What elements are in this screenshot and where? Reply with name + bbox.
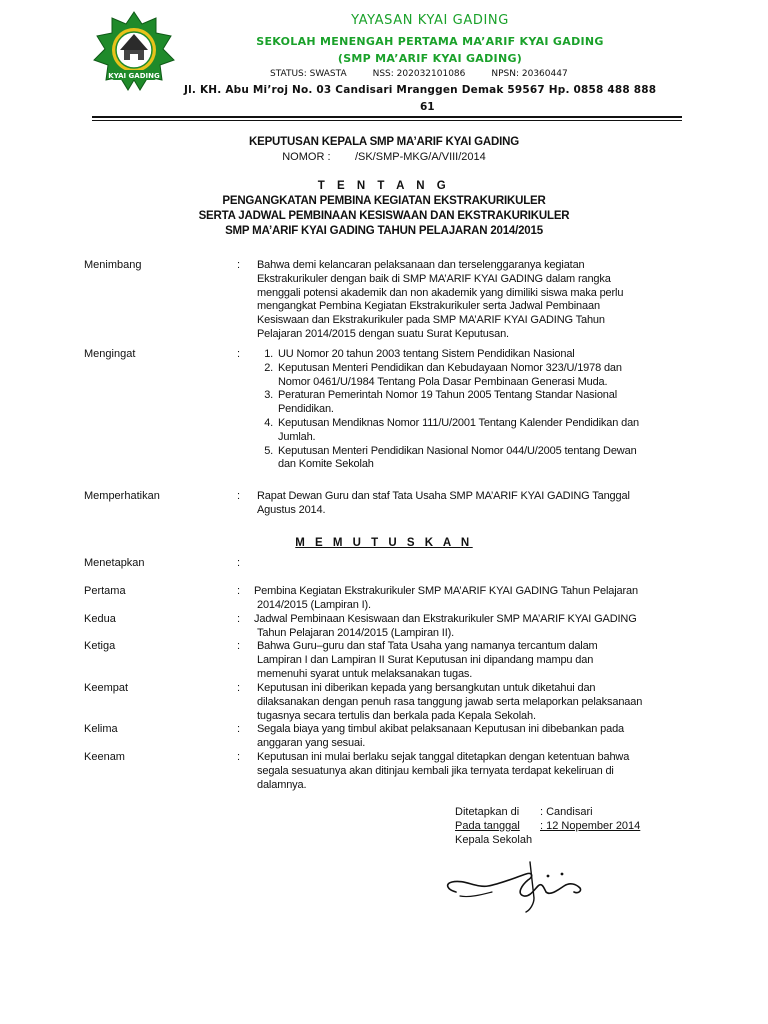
colon: : [237,682,241,694]
text-line: menggali potensi akademik dan non akademik yang dimiliki siswa maka perlu [257,286,624,299]
nss-text: NSS: 202032101086 [372,69,466,79]
menimbang-label: Menimbang [84,259,142,271]
memperhatikan-label: Memperhatikan [84,490,160,502]
colon: : [237,723,241,735]
memutuskan-heading: M E M U T U S K A N [295,537,473,549]
decree-number: NOMOR : /SK/SMP-MKG/A/VIII/2014 [282,151,486,163]
text-line: memenuhi syarat untuk melaksanakan tugas. [257,667,473,680]
text-line: Ekstrakurikuler dengan baik di SMP MA’ARIF KYAI GADING dalam rangka [257,272,611,285]
header-rule-thin [92,120,682,121]
keenam-text [257,751,669,792]
header-rule-thick [92,116,682,118]
text-line: Agustus 2014. [257,503,326,516]
text-line: Pendidikan. [278,403,334,416]
colon: : [237,348,241,360]
text-line: UU Nomor 20 tahun 2003 tentang Sistem Pendidikan Nasional [278,348,575,360]
text-line: Jumlah. [278,430,316,443]
school-address-cont: 61 [420,101,435,113]
text-line: Segala biaya yang timbul akibat pelaksanaan Keputusan ini dibebankan pada [257,723,624,735]
text-line: dilaksanakan dengan penuh rasa tanggung jawab serta melaporkan pelaksanaan [257,695,643,708]
text-line: Kesiswaan dan Ekstrakurikuler pada SMP MA’ARIF KYAI GADING Tahun [257,314,605,327]
about-line: SERTA JADWAL PEMBINAAN KESISWAAN DAN EKSTRAKURIKULER [198,210,570,222]
text-line: Lampiran I dan Lampiran II Surat Keputusan ini dipandang mampu dan [257,653,594,666]
text-line: Tahun Pelajaran 2014/2015 (Lampiran II). [257,626,455,639]
text-line: tugasnya secara tertulis dan berkala pada Kepala Sekolah. [257,709,536,722]
decree-title: KEPUTUSAN KEPALA SMP MA’ARIF KYAI GADING [249,136,519,148]
text-line: Pembina Kegiatan Ekstrakurikuler SMP MA’ARIF KYAI GADING Tahun Pelajaran [254,585,638,597]
text-line: Bahwa demi kelancaran pelaksanaan dan terselenggaranya kegiatan [257,259,585,271]
foundation-name: YAYASAN KYAI GADING [351,13,509,28]
text-line: Pelajaran 2014/2015 dengan suatu Surat Keputusan. [257,327,509,340]
school-address: Jl. KH. Abu Mi’roj No. 03 Candisari Mranggen Demak 59567 Hp. 0858 488 888 [184,84,657,96]
colon: : [237,751,241,763]
ditetapkan-value: : Candisari [540,806,593,818]
ditetapkan-label: Ditetapkan di [455,806,520,818]
school-logo [90,10,178,94]
menimbang-text [257,259,669,342]
menetapkan-label: Menetapkan [84,557,145,569]
text-line: 2014/2015 (Lampiran I). [257,598,371,611]
school-identifiers [270,69,594,79]
school-short-name: (SMP MA’ARIF KYAI GADING) [337,52,523,65]
colon: : [237,557,241,569]
colon: : [237,490,241,502]
status-text: STATUS: SWASTA [270,69,347,79]
ketiga-label: Ketiga [84,640,116,652]
text-line: anggaran yang sesuai. [257,736,366,749]
text-line: segala sesuatunya akan ditinjau kembali jika ternyata terdapat kekeliruan di [257,764,614,777]
text-line: Keputusan Menteri Pendidikan dan Kebudayaan Nomor 323/U/1978 dan [278,361,622,374]
kedua-label: Kedua [84,613,116,625]
tanggal-value: : 12 Nopember 2014 [540,820,641,832]
list-item [276,389,690,417]
text-line: mengangkat Pembina Kegiatan Ekstrakurikuler serta Jadwal Pembinaan [257,300,600,313]
text-line: dalamnya. [257,778,307,791]
about-line: PENGANGKATAN PEMBINA KEGIATAN EKSTRAKURIKULER [222,195,546,207]
colon: : [237,259,241,271]
kelima-label: Kelima [84,723,118,735]
handwritten-signature [430,852,598,920]
text-line: dan Komite Sekolah [278,458,374,471]
keempat-text [257,682,669,723]
logo-text: KYAI GADING [108,72,160,80]
kelima-text [257,723,669,751]
mengingat-label: Mengingat [84,348,136,360]
text-line: Nomor 0461/U/1984 Tentang Pola Dasar Pembinaan Generasi Muda. [278,375,608,388]
about-line: SMP MA’ARIF KYAI GADING TAHUN PELAJARAN 2014/2015 [225,225,543,237]
keempat-label: Keempat [84,682,129,694]
text-line: Rapat Dewan Guru dan staf Tata Usaha SMP MA’ARIF KYAI GADING Tanggal [257,490,630,502]
text-line: Keputusan ini mulai berlaku sejak tanggal ditetapkan dengan ketentuan bahwa [257,751,630,763]
tentang-heading: T E N T A N G [317,180,451,192]
colon: : [237,640,241,652]
ketiga-text [257,640,669,681]
pertama-text [254,585,666,613]
school-name: SEKOLAH MENENGAH PERTAMA MA’ARIF KYAI GADING [256,35,604,48]
npsn-text: NPSN: 20360447 [491,69,568,79]
list-item [276,362,690,390]
colon: : [237,613,241,625]
text-line: Keputusan Mendiknas Nomor 111/U/2001 Tentang Kalender Pendidikan dan [278,416,640,429]
memperhatikan-text [257,490,669,518]
text-line: Keputusan Menteri Pendidikan Nasional Nomor 044/U/2005 tentang Dewan [278,444,637,457]
tanggal-label: Pada tanggal [455,820,520,832]
colon: : [237,585,241,597]
text-line: Keputusan ini diberikan kepada yang bersangkutan untuk diketahui dan [257,682,596,694]
list-item [276,445,690,473]
list-item [276,417,690,445]
mengingat-list [256,348,690,472]
list-item [276,348,690,362]
keenam-label: Keenam [84,751,125,763]
kedua-text [254,613,666,641]
pertama-label: Pertama [84,585,126,597]
text-line: Bahwa Guru–guru dan staf Tata Usaha yang namanya tercantum dalam [257,640,598,652]
role-text: Kepala Sekolah [455,834,533,846]
text-line: Jadwal Pembinaan Kesiswaan dan Ekstrakurikuler SMP MA’ARIF KYAI GADING [254,613,637,625]
text-line: Peraturan Pemerintah Nomor 19 Tahun 2005 Tentang Standar Nasional [278,389,618,402]
